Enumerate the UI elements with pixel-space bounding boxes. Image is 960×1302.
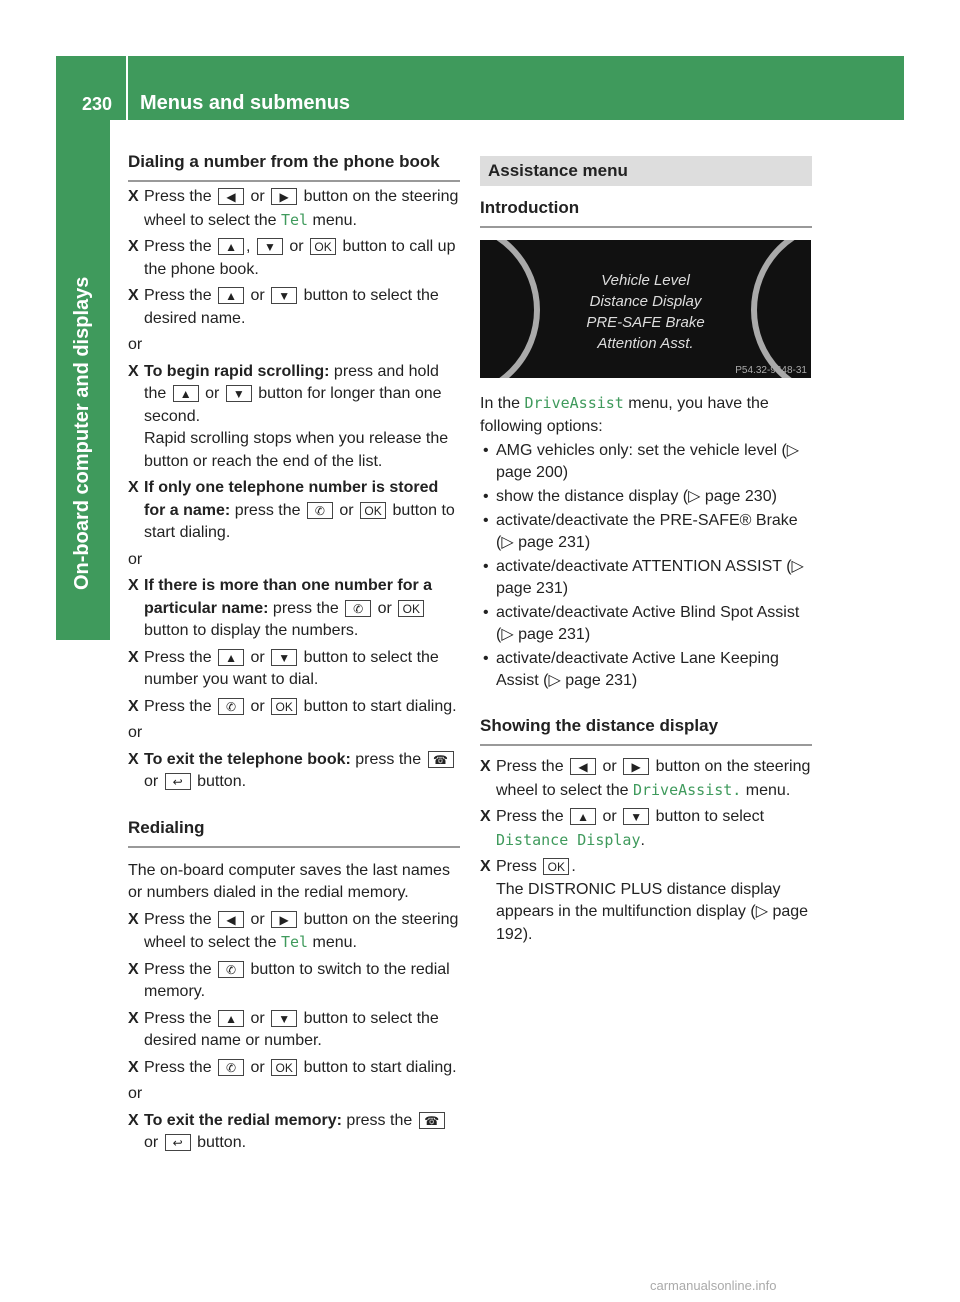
section-title-distance: Showing the distance display (480, 714, 812, 746)
display-line: Vehicle Level (601, 272, 690, 289)
list-item: • AMG vehicles only: set the vehicle level (▷ page 200) (483, 442, 800, 481)
up-key-icon: ▲ (570, 808, 596, 825)
assistance-menu-title: Assistance menu (480, 156, 812, 186)
step: X Press the ✆ or OK button to start dialing. (128, 1058, 457, 1076)
down-key-icon: ▼ (257, 238, 283, 255)
display-line: Attention Asst. (597, 335, 694, 352)
phone-icon: ✆ (218, 1059, 244, 1076)
step: X Press the ◀ or ▶ button on the steering wheel to select the Tel menu. (128, 910, 459, 951)
section-title-redialing: Redialing (128, 816, 460, 848)
step: X Press the ▲ or ▼ button to select the desired name. (128, 287, 439, 327)
step: X Press the ▲ or ▼ button to select Distance Display. (480, 808, 765, 849)
down-key-icon: ▼ (271, 649, 297, 666)
section-title-introduction: Introduction (480, 196, 812, 228)
display-line: PRE-SAFE Brake (586, 314, 705, 331)
phone-icon: ✆ (307, 502, 333, 519)
text: or (128, 550, 143, 568)
display-menu (480, 270, 811, 354)
header-divider (126, 56, 128, 120)
step: X Press the ▲ , ▼ or OK button to call up the phone book. (128, 238, 456, 278)
hang-up-icon: ☎ (428, 751, 454, 768)
text: or (128, 1085, 143, 1102)
up-key-icon: ▲ (218, 649, 244, 666)
step: X Press OK . The DISTRONIC PLUS distance display appears in the multifunction display (▷ page 192). (480, 858, 809, 943)
list-item: • activate/deactivate Active Lane Keeping Assist (▷ page 231) (483, 650, 779, 689)
page-title: Menus and submenus (140, 92, 351, 114)
down-key-icon: ▼ (271, 1010, 297, 1027)
step: X To exit the redial memory: press the ☎ or ↩ button. (128, 1110, 460, 1155)
ok-key-icon: OK (310, 238, 336, 255)
redial-intro: The on-board computer saves the last names or numbers dialed in the redial memory. (128, 861, 450, 901)
step: X Press the ◀ or ▶ button on the steering wheel to select the Tel menu. (128, 188, 459, 229)
right-key-icon: ▶ (271, 911, 297, 928)
left-key-icon: ◀ (570, 758, 596, 775)
text: or (128, 724, 143, 741)
left-key-icon: ◀ (218, 911, 244, 928)
page-number: 230 (82, 94, 113, 114)
step: X Press the ✆ or OK button to start dialing. (128, 697, 457, 715)
up-key-icon: ▲ (218, 287, 244, 304)
ok-key-icon: OK (271, 698, 297, 715)
step: X Press the ▲ or ▼ button to select the desired name or number. (128, 1009, 439, 1049)
step: X Press the ✆ button to switch to the redial memory. (128, 960, 450, 1000)
ok-key-icon: OK (543, 858, 569, 875)
section-title-phone-book: Dialing a number from the phone book (128, 150, 460, 182)
display-line: Distance Display (589, 293, 702, 310)
phone-icon: ✆ (345, 600, 371, 617)
figure-code: P54.32-9648-31 (735, 365, 807, 376)
watermark: carmanualsonline.info (650, 1278, 777, 1293)
step: X If there is more than one number for a particular name: press the ✆ or OK button to display the numbers. (128, 577, 433, 639)
down-key-icon: ▼ (226, 385, 252, 402)
chapter-tab (56, 120, 110, 640)
page-header (56, 56, 904, 120)
step: X If only one telephone number is stored for a name: press the ✆ or OK button to start dialing. (128, 479, 455, 541)
hang-up-icon: ☎ (419, 1112, 445, 1129)
text: or (128, 336, 143, 353)
step: X Press the ▲ or ▼ button to select the number you want to dial. (128, 648, 439, 688)
step: X Press the ◀ or ▶ button on the steering wheel to select the DriveAssist. menu. (480, 758, 811, 799)
step: X To exit the telephone book: press the ☎ or ↩ button. (128, 749, 460, 794)
ok-key-icon: OK (360, 502, 386, 519)
phone-icon: ✆ (218, 961, 244, 978)
ok-key-icon: OK (398, 600, 424, 617)
ok-key-icon: OK (271, 1059, 297, 1076)
display-figure (480, 240, 811, 378)
up-key-icon: ▲ (218, 1010, 244, 1027)
step: X To begin rapid scrolling: press and hold the ▲ or ▼ button for longer than one second. Rapid scrolling stops when you release the button or reach the end of the list. (128, 362, 449, 470)
list-item: • activate/deactivate ATTENTION ASSIST (▷ page 231) (483, 558, 804, 597)
up-key-icon: ▲ (218, 238, 244, 255)
down-key-icon: ▼ (623, 808, 649, 825)
back-icon: ↩ (165, 1134, 191, 1151)
right-column (480, 150, 812, 946)
back-icon: ↩ (165, 773, 191, 790)
right-key-icon: ▶ (271, 188, 297, 205)
chapter-label: On-board computer and displays (71, 276, 93, 590)
list-item: • activate/deactivate the PRE-SAFE® Brake (▷ page 231) (483, 512, 798, 551)
list-item: • activate/deactivate Active Blind Spot Assist (▷ page 231) (483, 604, 800, 643)
up-key-icon: ▲ (173, 385, 199, 402)
options-intro: In the DriveAssist menu, you have the following options: (480, 394, 769, 435)
down-key-icon: ▼ (271, 287, 297, 304)
phone-icon: ✆ (218, 698, 244, 715)
left-column (128, 150, 460, 1155)
right-key-icon: ▶ (623, 758, 649, 775)
list-item: • show the distance display (▷ page 230) (483, 488, 777, 505)
left-key-icon: ◀ (218, 188, 244, 205)
